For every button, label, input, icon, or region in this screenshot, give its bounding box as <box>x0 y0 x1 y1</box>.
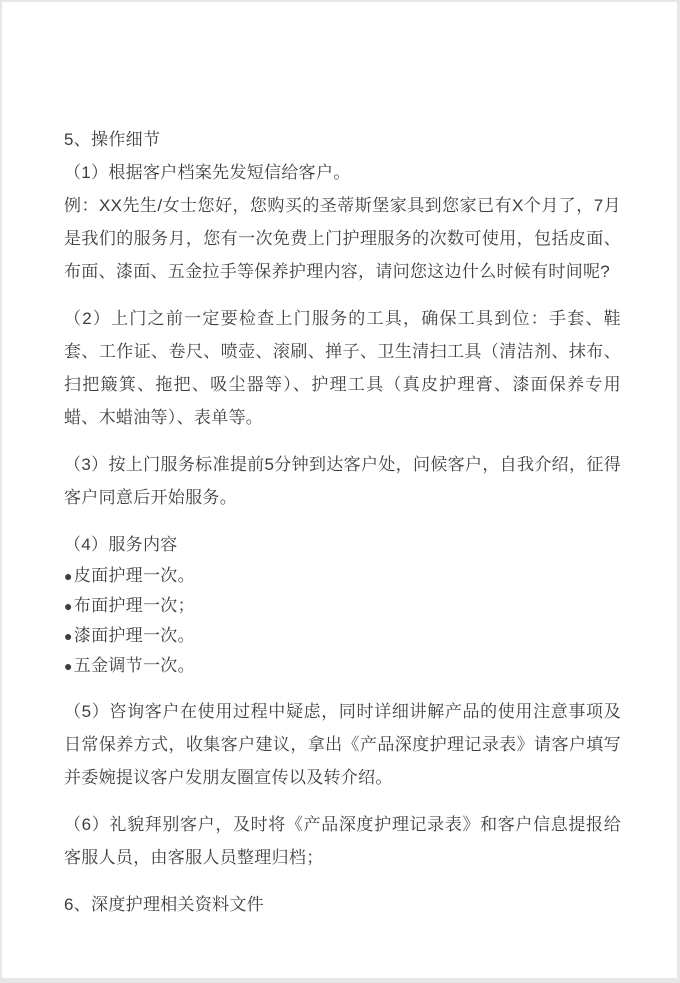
paragraph: 例：XX先生/女士您好，您购买的圣蒂斯堡家具到您家已有X个月了，7月是我们的服务月，您有一次免费上门护理服务的次数可使用，包括皮面、布面、漆面、五金拉手等保养护理内容，请问您这边什么时候有时间呢? <box>64 196 621 281</box>
paragraph: （5）咨询客户在使用过程中疑虑，同时详细讲解产品的使用注意事项及日常保养方式，收集客户建议，拿出《产品深度护理记录表》请客户填写并委婉提议客户发朋友圈宣传以及转介绍。 <box>64 702 621 787</box>
bullet-text: 五金调节一次。 <box>73 656 195 675</box>
paragraph: （6）礼貌拜别客户，及时将《产品深度护理记录表》和客户信息提报给客服人员，由客服人员整理归档； <box>64 815 621 867</box>
paragraph: （1）根据客户档案先发短信给客户。 <box>64 163 351 182</box>
document-page <box>2 2 677 978</box>
section-heading: 6、深度护理相关资料文件 <box>64 895 265 914</box>
paragraph: （3）按上门服务标准提前5分钟到达客户处，问候客户，自我介绍，征得客户同意后开始服务。 <box>64 455 621 507</box>
paragraph: （2）上门之前一定要检查上门服务的工具，确保工具到位：手套、鞋套、工作证、卷尺、喷壶、滚刷、掸子、卫生清扫工具（清洁剂、抹布、扫把簸箕、拖把、吸尘器等）、护理工具（真皮护理膏、漆面保养专用蜡、木蜡油等）、表单等。 <box>64 309 621 427</box>
bullet-item <box>64 561 621 591</box>
bullet-icon: ● <box>64 628 73 644</box>
bullet-text: 布面护理一次； <box>73 596 195 615</box>
bullet-item <box>64 591 621 621</box>
bullet-item <box>64 651 621 681</box>
section-heading: 5、操作细节 <box>64 130 161 149</box>
bullet-text: 皮面护理一次。 <box>73 566 195 585</box>
bullet-icon: ● <box>64 598 73 614</box>
document-body <box>2 2 677 921</box>
paragraph: （4）服务内容 <box>64 535 178 554</box>
bullet-icon: ● <box>64 658 73 674</box>
bullet-item <box>64 621 621 651</box>
bullet-icon: ● <box>64 568 73 584</box>
bullet-text: 漆面护理一次。 <box>73 626 195 645</box>
